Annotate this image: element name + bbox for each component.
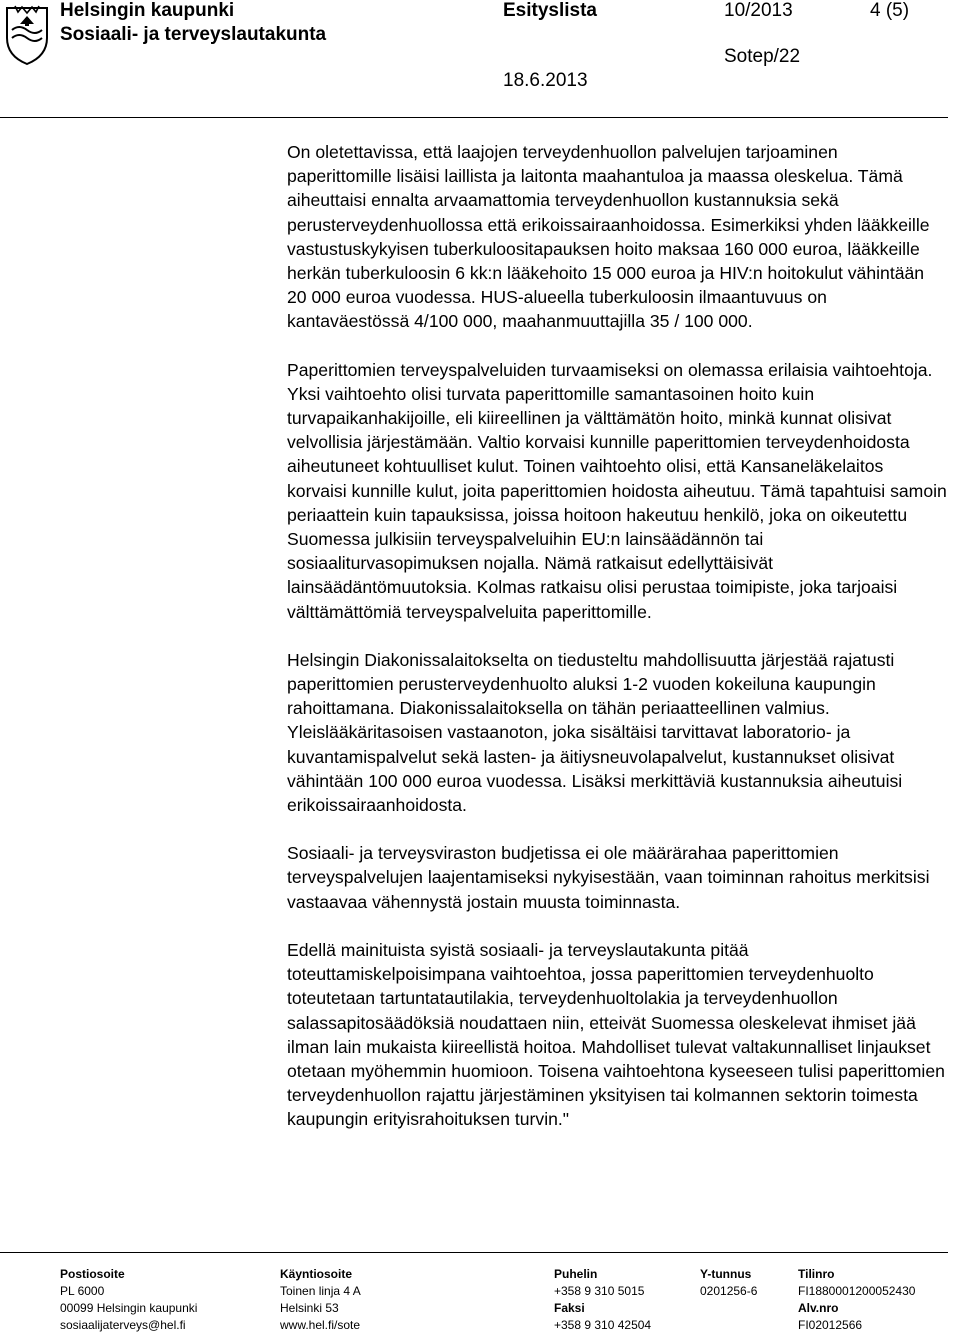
meeting-date: 18.6.2013 <box>503 70 588 91</box>
board-name: Sosiaali- ja terveyslautakunta <box>60 24 327 45</box>
paragraph: Edellä mainituista syistä sosiaali- ja terveyslautakunta pitää toteuttamiskelpoisimpana vaihtoehtoa, jossa paperittomien terveydenhuolto toteutetaan tartuntatautilakia, terveydenhuoltolakia ja terveydenhuollon salassapitosäädöksiä noudattaen niin, etteivät Suomessa oleskelevat ihmiset jää ilman lain mukaista kiireellistä hoitoa. Mahdolliset tulevat valtakunnalliset linjaukset otetaan myöhemmin huomioon. Toisena vaihtoehtona kyseeseen tulisi paperittomien terveydenhuollon rajattu järjestäminen yksityisen tai kolmannen sektorin toimesta kaupungin erityisrahoituksen turvin." <box>287 939 945 1130</box>
footer-bank-account <box>798 1266 915 1334</box>
footer-value: 00099 Helsingin kaupunki <box>60 1301 198 1315</box>
paragraph: Helsingin Diakonissalaitokselta on tiedusteltu mahdollisuutta järjestää rajatusti paperittomien perusterveydenhuolto aluksi 1-2 vuoden kokeiluna kaupungin rahoittamana. Diakonissalaitoksella on tähän periaatteellinen valmius. Yleislääkäritasoisen vastaanoton, joka sisältäisi tarvittavat laboratorio- ja kuvantamispalvelut sekä lasten- ja äitiysneuvolapalvelut, kustannukset olisivat vähintään 100 000 euroa vuodessa. Lisäksi merkittäviä kustannuksia aiheutuisi erikoissairaanhoidosta. <box>287 649 903 816</box>
footer-value: PL 6000 <box>60 1284 105 1298</box>
organization-name: Helsingin kaupunki <box>60 0 235 21</box>
footer-value: FI02012566 <box>798 1318 863 1332</box>
footer-business-id <box>700 1266 757 1300</box>
footer-label: Alv.nro <box>798 1301 839 1315</box>
footer-value: FI1880001200052430 <box>798 1284 916 1298</box>
footer-phone <box>554 1266 651 1334</box>
footer-value: 0201256-6 <box>700 1284 758 1298</box>
meeting-number: 10/2013 <box>724 0 793 21</box>
paragraph: Sosiaali- ja terveysviraston budjetissa ei ole määrärahaa paperittomien terveyspalvelujen laajentamiseksi nykyisestään, vaan toiminnan rahoitus merkitsisi vastaavaa vähennystä jostain muusta toiminnasta. <box>287 843 930 912</box>
document-type: Esityslista <box>503 0 597 21</box>
footer-postal-address <box>60 1266 197 1334</box>
footer-divider <box>0 1252 948 1253</box>
footer-label: Y-tunnus <box>700 1267 752 1281</box>
footer-label: Postiosoite <box>60 1267 125 1281</box>
document-body <box>287 140 947 1156</box>
paragraph: On oletettavissa, että laajojen terveydenhuollon palvelujen tarjoaminen paperittomille lisäisi laillista ja laitonta maahantuloa ja maassa oleskelua. Tämä aiheuttaisi ennalta arvaamattomia terveydenhuollon kustannuksia sekä perusterveydenhuollossa että erikoissairaanhoidossa. Esimerkiksi yhden lääkkeille vastustuskykyisen tuberkuloositapauksen hoito maksaa 160 000 euroa, lääkkeille herkän tuberkuloosin 6 kk:n lääkehoito 15 000 euroa ja HIV:n hoitokulut vähintään 20 000 euroa vuodessa. HUS-alueella tuberkuloosin ilmaantuvuus on kantaväestössä 4/100 000, maahanmuuttajilla 35 / 100 000. <box>287 142 930 332</box>
footer-visiting-address <box>280 1266 361 1334</box>
footer-value: Helsinki 53 <box>280 1301 339 1315</box>
footer-label: Tilinro <box>798 1267 835 1281</box>
item-reference: Sotep/22 <box>724 46 801 67</box>
footer-label: Puhelin <box>554 1267 598 1281</box>
footer-value: Toinen linja 4 A <box>280 1284 361 1298</box>
footer-website-link[interactable]: www.hel.fi/sote <box>280 1318 361 1332</box>
helsinki-crest-icon <box>4 4 50 66</box>
footer-value: +358 9 310 5015 <box>554 1284 645 1298</box>
page-number: 4 (5) <box>870 0 910 21</box>
footer-label: Käyntiosoite <box>280 1267 353 1281</box>
footer-email-link[interactable]: sosiaalijaterveys@hel.fi <box>60 1318 186 1332</box>
footer-label: Faksi <box>554 1301 585 1315</box>
header-divider <box>0 117 948 118</box>
paragraph: Paperittomien terveyspalveluiden turvaamiseksi on olemassa erilaisia vaihtoehtoja. Yksi vaihtoehto olisi turvata paperittomille samantasoinen hoito kuin turvapaikanhakijoille, eli kiireellinen ja välttämätön hoito, minkä kunnat olisivat velvollisia järjestämään. Valtio korvaisi kunnille paperittomien terveydenhoidosta aiheutuneet kohtuulliset kulut. Toinen vaihtoehto olisi, että Kansaneläkelaitos korvaisi kunnille kulut, joita paperittomien hoidosta aiheutuu. Tämä tapahtuisi samoin periaattein kuin tapauksissa, joissa hoitoon hakeutuu henkilö, joka on oikeutettu Suomessa julkisiin terveyspalveluihin EU:n lainsäädännön tai sosiaaliturvasopimuksen nojalla. Nämä ratkaisut edellyttäisivät lainsäädäntömuutoksia. Kolmas ratkaisu olisi perustaa toimipiste, joka tarjoaisi välttämättömiä terveyspalveluita paperittomille. <box>287 359 947 622</box>
footer-value: +358 9 310 42504 <box>554 1318 652 1332</box>
